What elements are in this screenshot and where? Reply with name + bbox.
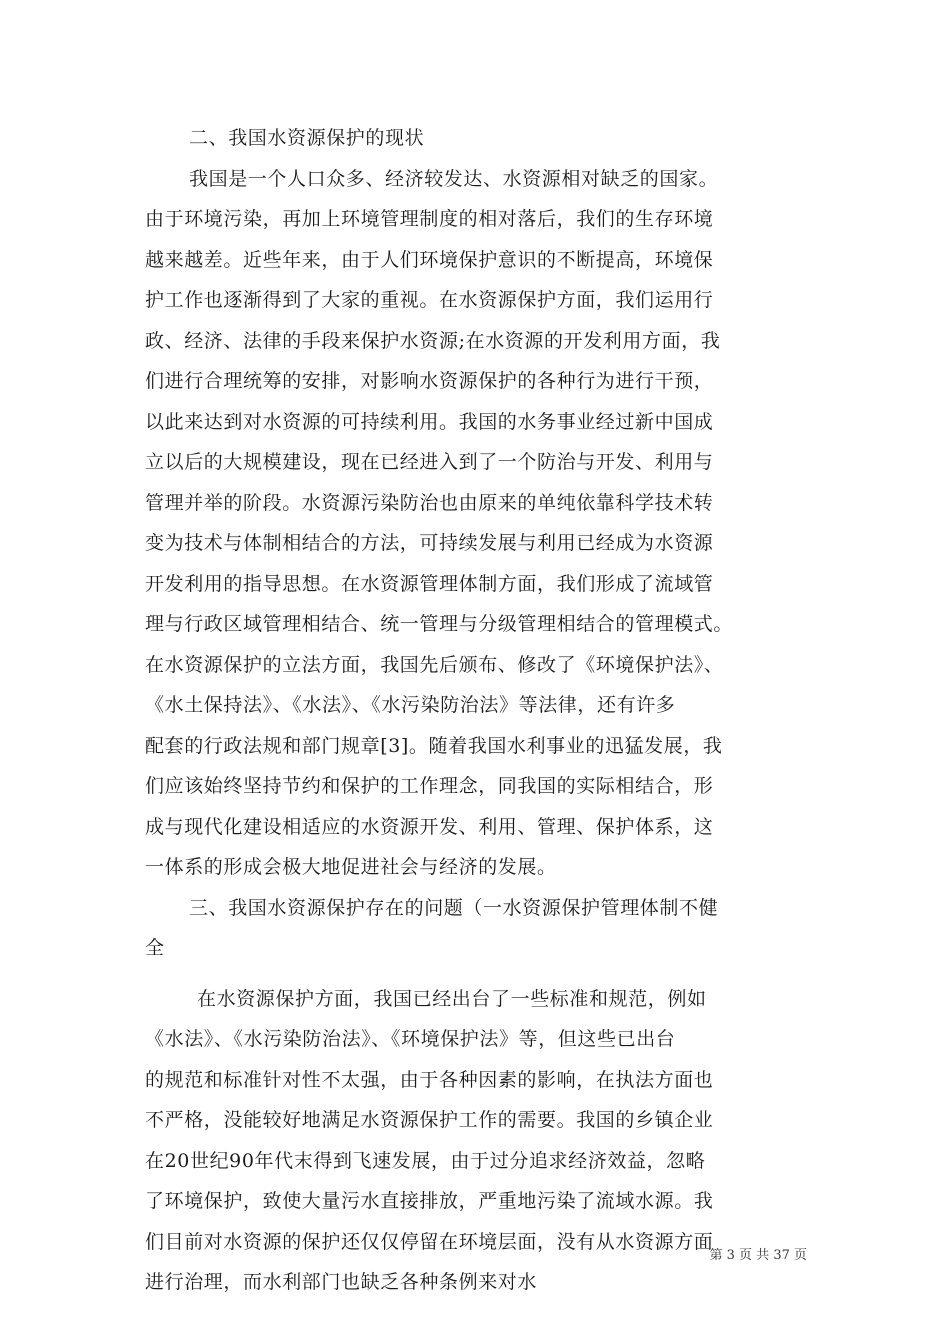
paragraph-line: 在20世纪90年代末得到飞速发展，由于过分追求经济效益，忽略: [145, 1149, 706, 1172]
paragraph-line: 们进行合理统筹的安排，对影响水资源保护的各种行为进行干预，: [145, 370, 714, 392]
paragraph-line: 以此来达到对水资源的可持续利用。我国的水务事业经过新中国成: [145, 410, 714, 433]
paragraph-line: 不严格，没能较好地满足水资源保护工作的需要。我国的乡镇企业: [145, 1109, 714, 1131]
page-number-footer: 第 3 页 共 37 页: [709, 1248, 807, 1263]
section-heading-continuation: 全: [145, 937, 165, 959]
paragraph-line: 立以后的大规模建设，现在已经进入到了一个防治与开发、利用与: [145, 451, 714, 473]
paragraph-line: 一体系的形成会极大地促进社会与经济的发展。: [145, 856, 557, 878]
paragraph-line: 管理并举的阶段。水资源污染防治也由原来的单纯依靠科学技术转: [145, 491, 714, 514]
paragraph-line: 《水法》、《水污染防治法》、《环境保护法》等，但这些已出台: [145, 1028, 676, 1050]
section-heading: 三、我国水资源保护存在的问题（一水资源保护管理体制不健: [189, 896, 719, 919]
paragraph-line: 越来越差。近些年来，由于人们环境保护意识的不断提高，环境保: [145, 248, 714, 271]
section-heading: 二、我国水资源保护的现状: [189, 127, 425, 149]
paragraph-line: 进行治理，而水利部门也缺乏各种条例来对水: [145, 1271, 538, 1293]
paragraph-line: 们应该始终坚持节约和保护的工作理念，同我国的实际相结合，形: [145, 775, 714, 797]
paragraph-line: 变为技术与体制相结合的方法，可持续发展与利用已经成为水资源: [145, 532, 714, 554]
paragraph-line: 成与现代化建设相适应的水资源开发、利用、管理、保护体系，这: [145, 815, 714, 838]
paragraph-line: 开发利用的指导思想。在水资源管理体制方面，我们形成了流域管: [145, 572, 714, 595]
paragraph-line: 们目前对水资源的保护还仅仅停留在环境层面，没有从水资源方面: [145, 1230, 714, 1253]
paragraph-line: 理与行政区域管理相结合、统一管理与分级管理相结合的管理模式。: [145, 613, 734, 635]
document-body: [145, 118, 815, 1303]
paragraph-line: 政、经济、法律的手段来保护水资源;在水资源的开发利用方面，我: [145, 329, 721, 352]
paragraph-line: 《水土保持法》、《水法》、《水污染防治法》等法律，还有许多: [145, 694, 676, 716]
paragraph-line: 的规范和标准针对性不太强，由于各种因素的影响，在执法方面也: [145, 1068, 714, 1091]
paragraph-line: 在水资源保护的立法方面，我国先后颁布、修改了《环境保护法》、: [145, 653, 724, 676]
paragraph-line: 在水资源保护方面，我国已经出台了一些标准和规范，例如: [197, 987, 707, 1010]
paragraph-line: 护工作也逐渐得到了大家的重视。在水资源保护方面，我们运用行: [145, 289, 714, 311]
paragraph-line: 了环境保护，致使大量污水直接排放，严重地污染了流域水源。我: [145, 1190, 714, 1212]
paragraph-line: 由于环境污染，再加上环境管理制度的相对落后，我们的生存环境: [145, 208, 714, 230]
paragraph-line: 我国是一个人口众多、经济较发达、水资源相对缺乏的国家。: [189, 167, 719, 190]
paragraph-line: 配套的行政法规和部门规章[3]。随着我国水利事业的迅猛发展，我: [145, 734, 723, 757]
